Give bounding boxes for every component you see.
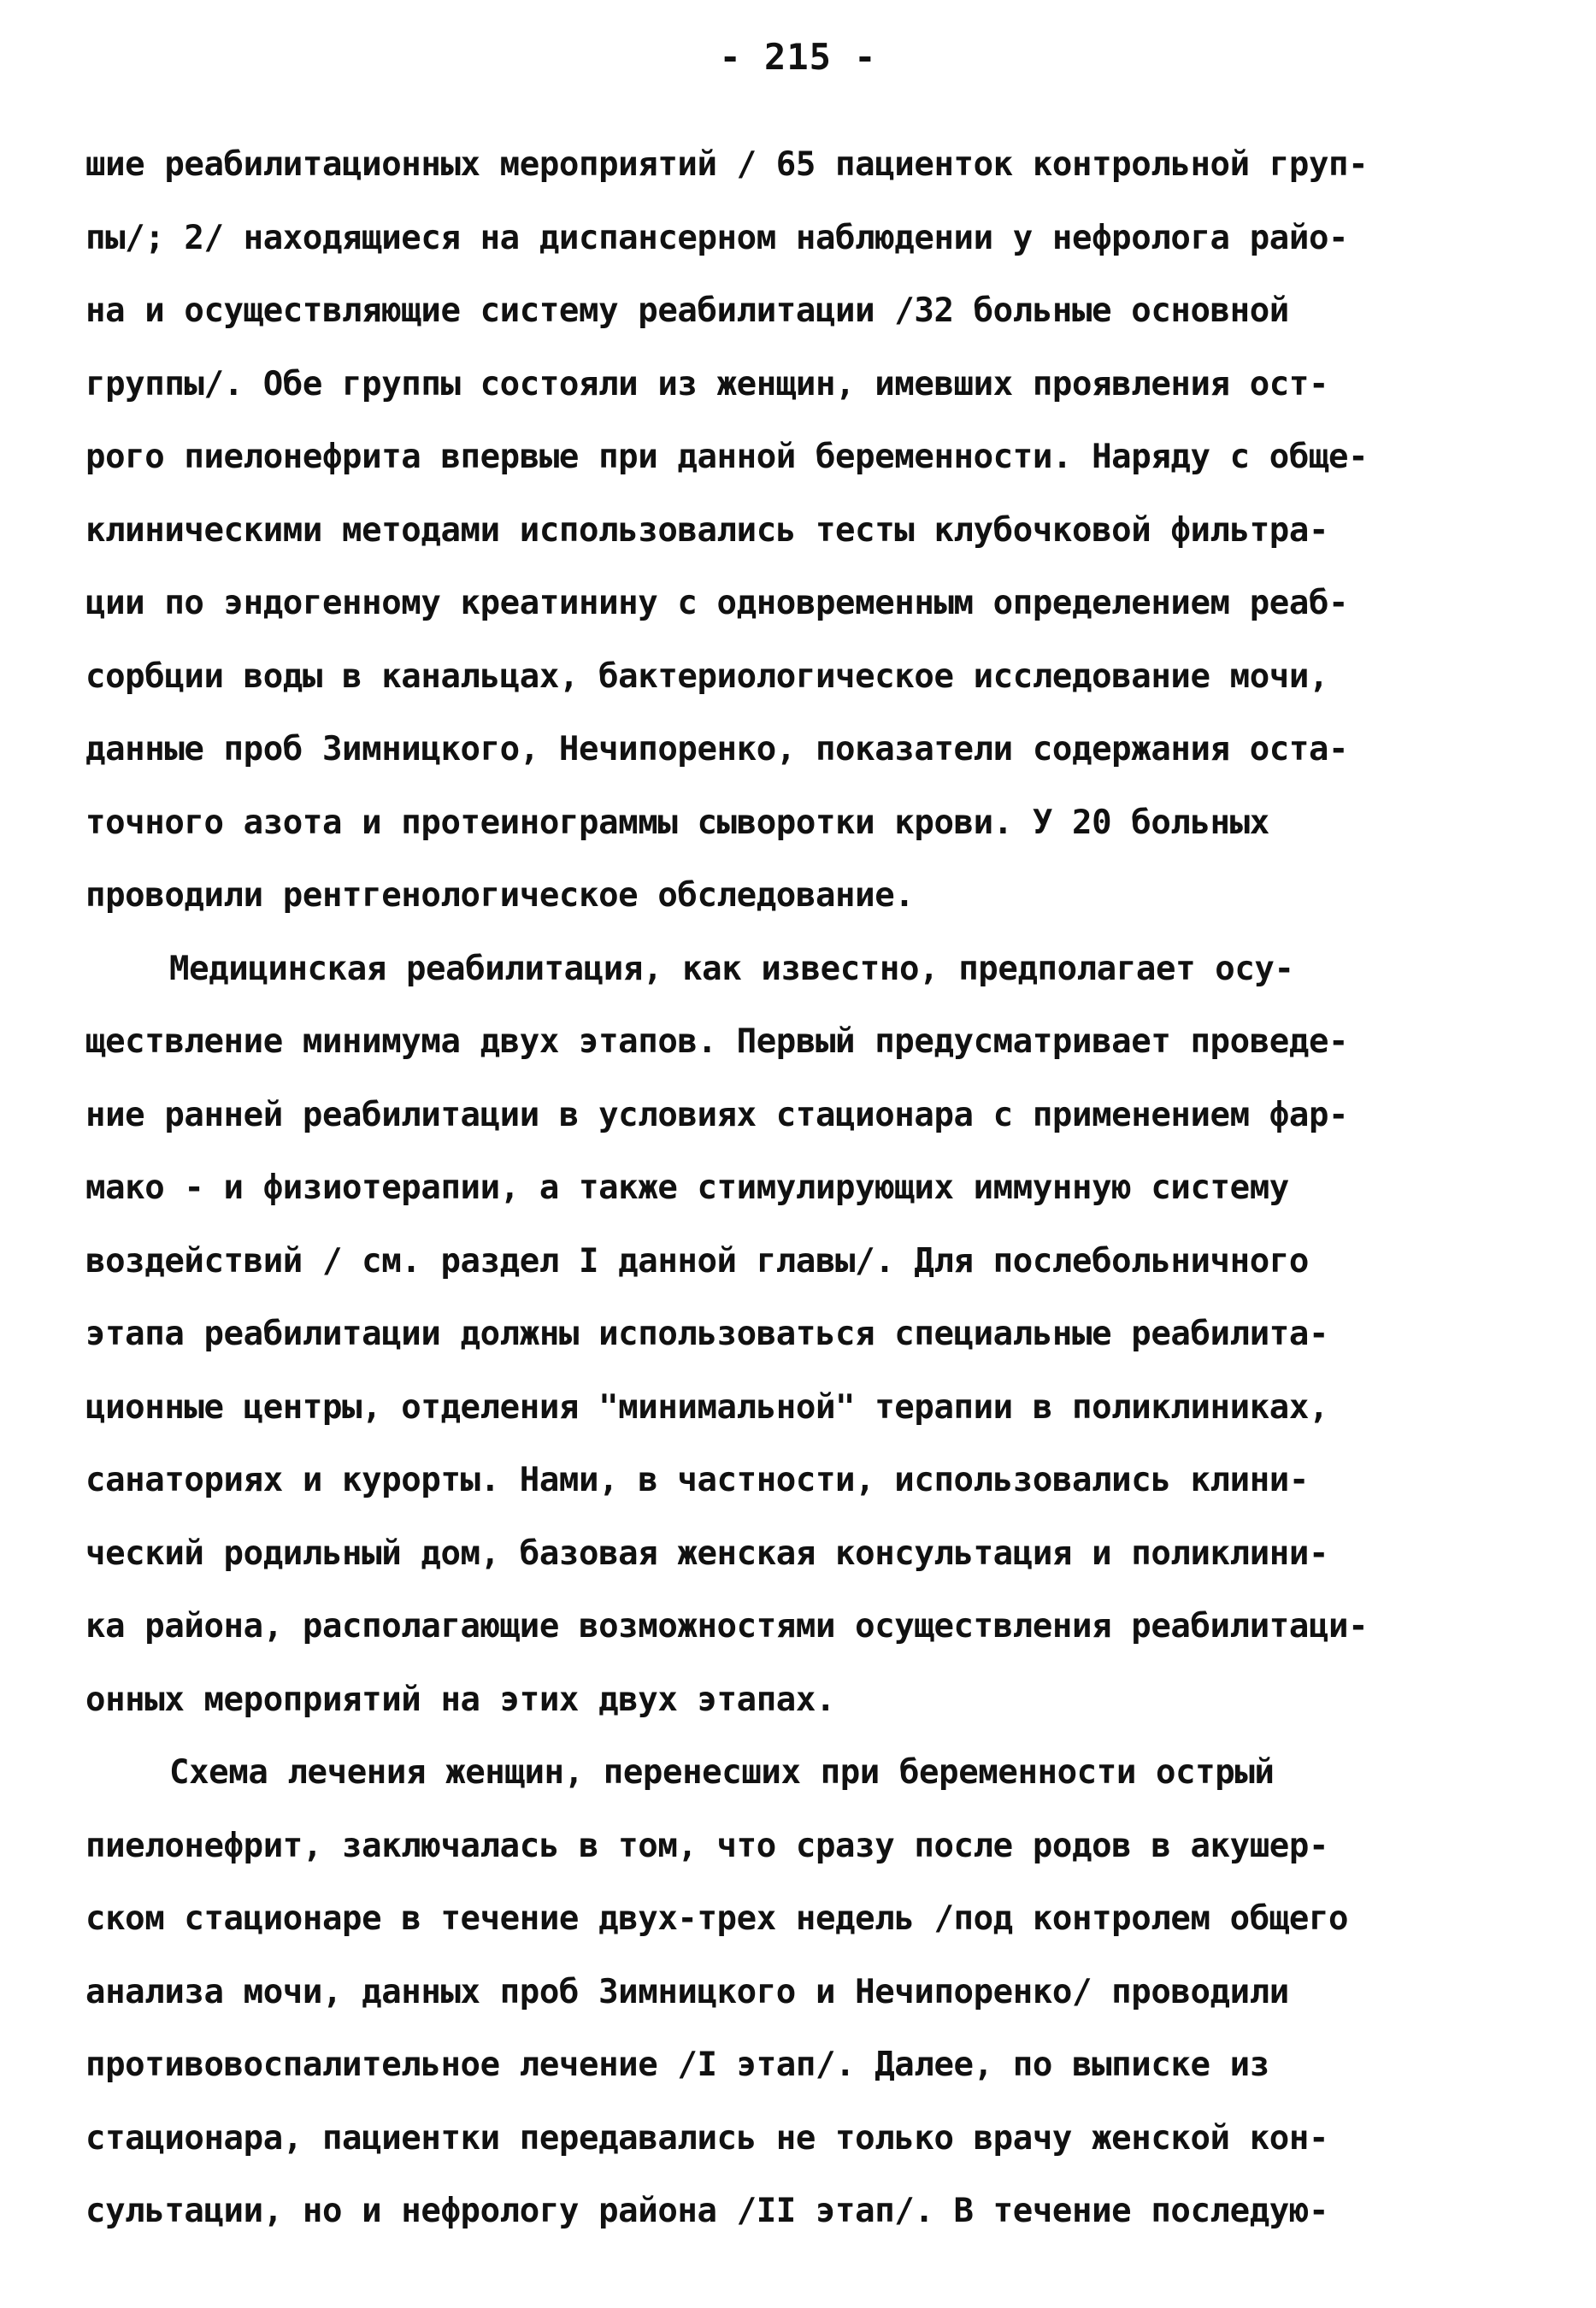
text-line: санаториях и курорты. Нами, в частности, использовались клини-	[85, 1461, 1309, 1499]
text-line: сорбции воды в канальцах, бактериологическое исследование мочи,	[85, 656, 1329, 696]
text-line: сультации, но и нефрологу района /II этап/. В течение последую-	[85, 2192, 1329, 2230]
paragraph	[85, 128, 1539, 933]
body-text	[85, 128, 1539, 2248]
text-line: стационара, пациентки передавались не только врачу женской кон-	[85, 2118, 1329, 2158]
page-number: - 215 -	[719, 36, 877, 78]
text-line: этапа реабилитации должны использоваться специальные реабилита-	[85, 1315, 1329, 1353]
text-line: шие реабилитационных мероприятий / 65 пациенток контрольной груп-	[85, 145, 1369, 184]
paragraph	[85, 933, 1539, 1737]
text-line: проводили рентгенологическое обследование.	[85, 876, 915, 915]
text-line: ка района, располагающие возможностями осуществления реабилитаци-	[85, 1607, 1369, 1646]
text-line: клиническими методами использовались тесты клубочковой фильтра-	[85, 510, 1329, 550]
text-line: данные проб Зимницкого, Нечипоренко, показатели содержания оста-	[85, 730, 1349, 768]
text-line: ческий родильный дом, базовая женская консультация и поликлини-	[85, 1534, 1329, 1573]
text-line: пы/; 2/ находящиеся на диспансерном наблюдении у нефролога райо-	[85, 218, 1349, 257]
text-line: ществление минимума двух этапов. Первый предусматривает проведе-	[85, 1022, 1349, 1061]
text-line: Схема лечения женщин, перенесших при беременности острый	[169, 1753, 1275, 1792]
text-line: ском стационаре в течение двух-трех недель /под контролем общего	[85, 1899, 1349, 1938]
text-line: пиелонефрит, заключалась в том, что сразу после родов в акушер-	[85, 1826, 1329, 1865]
text-line: группы/. Обе группы состояли из женщин, имевших проявления ост-	[85, 364, 1329, 403]
paragraph	[85, 1736, 1539, 2248]
text-line: онных мероприятий на этих двух этапах.	[85, 1680, 836, 1719]
text-line: противовоспалительное лечение /I этап/. Далее, по выписке из	[85, 2046, 1269, 2084]
text-line: ние ранней реабилитации в условиях стационара с применением фар-	[85, 1095, 1349, 1134]
text-line: мако - и физиотерапии, а также стимулирующих иммунную систему	[85, 1169, 1289, 1207]
text-line: Медицинская реабилитация, как известно, предполагает осу-	[169, 949, 1294, 988]
text-line: ционные центры, отделения "минимальной" терапии в поликлиниках,	[85, 1387, 1329, 1427]
text-line: ции по эндогенному креатинину с одновременным определением реаб-	[85, 584, 1349, 622]
text-line: на и осуществляющие систему реабилитации /32 больные основной	[85, 291, 1289, 330]
text-line: точного азота и протеинограммы сыворотки крови. У 20 больных	[85, 803, 1269, 842]
text-line: анализа мочи, данных проб Зимницкого и Нечипоренко/ проводили	[85, 1972, 1289, 2011]
text-line: воздействий / см. раздел I данной главы/. Для послебольничного	[85, 1241, 1309, 1281]
text-line: рого пиелонефрита впервые при данной беременности. Наряду с обще-	[85, 438, 1369, 476]
